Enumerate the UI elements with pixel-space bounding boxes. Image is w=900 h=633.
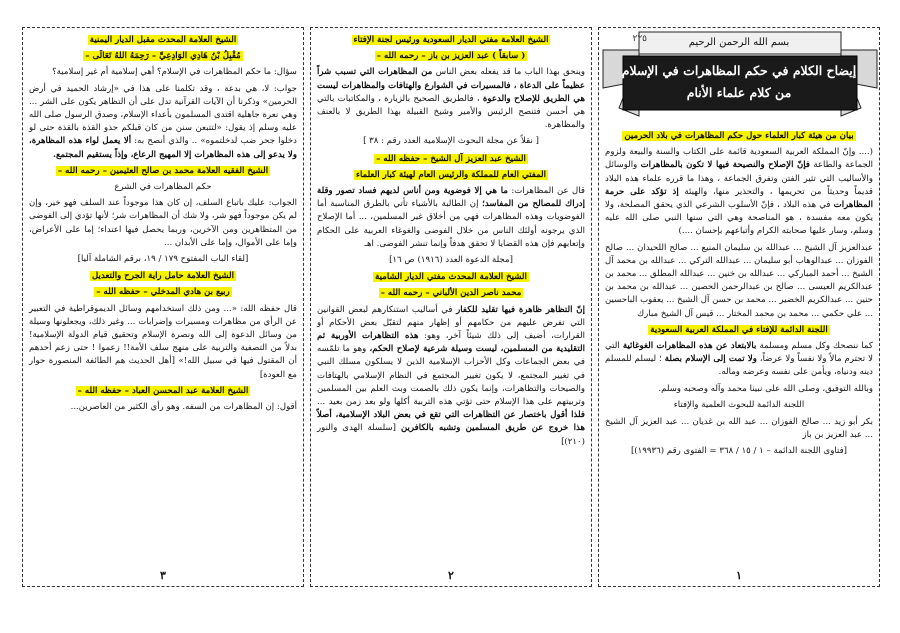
- document-title: إيضاح الكلام في حكم المظاهرات في الإسلام: [621, 63, 857, 78]
- page-number: ٢: [448, 568, 454, 582]
- committee-members: بكر أبو زيد ... صالح الفوزان ... عبد الله بن غديان ... عبد العزيز آل الشيخ ... عبد العزيز بن باز: [605, 417, 873, 441]
- paragraph: الجواب: عليك باتباع السلف، إن كان هذا موجوداً عند السلف فهو خير، وإن لم يكن موجوداً فهو شر، ولا شك أن المظاهرات شر؛ لأنها تؤدي إلى الفوضى من المتظاهرين ومن الآخرين، وربما يحصل فيها اعتداء؛ إما على الأعراض، وإما على الأموال، وإما على الأبدان ...: [29, 198, 297, 248]
- section-heading: الشيخ العلامة المحدث مقبل الديار اليمنية: [89, 35, 237, 45]
- paragraph: قال حفظه الله: «... ومن ذلك استخدامهم وسائل الديموقراطية في التعبير عن الرأي من مظاهرات ومسيرات وإضرابات ... وغير ذلك، ويجعلونها وسيلة من وسائل الدعوة إلى الله ونصرة الإسلام وتحقيق قيام الدولة الإسلامية! بدلاً من التصفية والتربية على منهج سلف الأمة!! زعموا ! حتى زعم أحدهم أن المقتول فيها في سبيل الله!» [أهل الحديث هم الطائفة المنصورة حوار مع العودة]: [29, 303, 297, 380]
- section-heading: الشيخ العلامة المحدث مفتي الديار الشامية: [375, 272, 527, 283]
- paragraph: وينحق بهذا الباب ما قد يفعله بعض الناس من المظاهرات التي تسبب شراً عظيماً على الدعاة ، فالمسيرات في الشوارع والهتافات والمظاهرات ليست هي الطريق للإصلاح والدعوة ، فالطريق الصحيح بالزيارة ، والمكاتبات بالتي هي أحسن فتنصح الرئيس والأمير وشيخ القبيلة بهذا الطريق لا بالعنف والمظاهرة.: [317, 67, 586, 131]
- source-citation: [لقاء الباب المفتوح ١٧٩ / ١٩، برقم الشاملة آليا]: [77, 254, 249, 265]
- title-banner: [599, 28, 879, 126]
- section-heading: الشيخ عبد العزيز آل الشيخ – حفظه الله –: [376, 153, 526, 164]
- basmala: بسم الله الرحمن الرحيم: [688, 37, 790, 48]
- scholar-title: المفتي العام للمملكة والرئيس العام لهيئة كبار العلماء: [355, 169, 547, 180]
- page-number-stamp: ٢٢٥: [632, 34, 647, 44]
- committee-name: اللجنة الدائمة للبحوث العلمية والإفتاء: [673, 399, 805, 410]
- column-1: [598, 27, 880, 587]
- question: سؤال: ما حكم المظاهرات في الإسلام؟ أهي إسلامية أم غير إسلامية؟: [52, 67, 297, 78]
- section-heading: الشيخ العلامة عبد المحسن العباد – حفظه الله –: [77, 385, 249, 396]
- source-citation: [فتاوى اللجنة الدائمة – ١ / ١٥ / ٣٦٨ = الفتوى رقم (١٩٩٣٦)]: [630, 446, 848, 457]
- closing-line: وبالله التوفيق، وصلى الله على نبينا محمد وآله وصحبه وسلم.: [658, 383, 873, 394]
- column-2: [310, 27, 592, 587]
- page-number: ١: [736, 568, 742, 582]
- paragraph: أقول: إن المظاهرات من السفه. وهو رأي الكثير من العاصرين...: [70, 402, 297, 413]
- section-subheading: حكم المظاهرات في الشرع: [114, 182, 212, 193]
- scholar-name: ( سابقاً ) عبد العزيز بن باز – رحمه الله –: [376, 51, 526, 62]
- paragraph: إنّ التظاهر ظاهرة فيها تقليد للكفار في أساليب استنكارهم لبعض القوانين التي تفرض عليهم من حكامهم أو إظهار منهم لتقبّل بعض الأحكام أو القرارات، أضيف إلى ذلك شيئاً آخر، وهو: هذه التظاهرات الأوربية ثم التقليدية من المسلمين، ليست وسيلة شرعية لإصلاح الحكم، وهو ما تلمّسه في بعض الجماعات وكل الأحزاب الإسلامية الذين لا يسلكون مسلك النبي في تغيير المجتمع، لا يكون تغيير المجتمع في النظام الإسلامي بالهتافات والصيحات والتظاهرات، وإنما يكون ذلك بالصمت وبث العلم بين المسلمين وتربيتهم على هذا الإسلام حتى تؤتي هذه التربية أكلها ولو بعد زمن بعيد ... فلذا أقول باختصار عن التظاهرات التي تقع في بعض البلاد الإسلامية، أصلاً هذا خروج عن طريق المسلمين وتشبه بالكافرين [سلسلة الهدى والنور (٢١٠)]: [317, 304, 586, 447]
- paragraph: (.... وإنّ المملكة العربية السعودية قائمة على الكتاب والسنة والبيعة ولزوم الجماعة والطاعة فإنّ الإصلاح والنصيحة فيها لا تكون بالمظاهرات والوسائل والأساليب التي تثير الفتن وتفرق الجماعة ، وهذا ما قرره علماء هذه البلاد قديماً وحديثاً من تحريمها ، والتحذير منها، والهيئة إذ تؤكد على حرمة المظاهرات في هذه البلاد ، فإنّ الأسلوب الشرعي الذي يحقق المصلحة، ولا يكون معه مفسدة ، هو المناصحة وهي التي سنها النبي صلى الله عليه وسلم، وسار عليها صحابته الكرام وأتباعهم بإحسان ....): [605, 147, 874, 237]
- document-sheet: [22, 27, 880, 587]
- paragraph: كما ننصحك وكل مسلم ومسلمة بالابتعاد عن هذه المظاهرات الغوغائية التي لا تحترم مالاً ولا نفساً ولا عرضاً، ولا تمت إلى الإسلام بصلة ؛ ليسلم للمسلم دينه ودنياه، ويأمن على نفسه وعرضه وماله.: [605, 341, 873, 378]
- section-heading: بيان من هيئة كبار العلماء حول حكم المظاهرات في بلاد الحرمين: [624, 131, 854, 141]
- section-heading: الشيخ العلامة حامل راية الجرح والتعديل: [92, 271, 234, 282]
- scholar-name: مُقْبِلُ بْنُ هَادِي الوَادِعِيِّ – رَحِمَهُ اللهُ تَعَالَى –: [85, 51, 241, 62]
- signers-list: عبدالعزيز آل الشيخ ... عبدالله بن سليمان المنيع ... صالح اللحيدان ... صالح الفوزان ... عبدالوهاب أبو سليمان ... عبدالله التركي ... عبدالله بن محمد آل الشيخ ... أحمد المباركي ... عبدالله بن خنين ... عبدالله المطلق ... محمد بن عبدالكريم العيسى ... صالح بن عبدالرحمن الحصين ... عبدالله بن محمد بن حنين ... عبدالكريم الخضير ... محمد بن حسن آل الشيخ ... يعقوب الباحسين ... علي حكمي ... محمد بن محمد المختار ... قيس آل الشيخ مبارك: [605, 242, 873, 319]
- page-number: ٣: [160, 568, 166, 582]
- paragraph: جواب: لا، هي بدعة ، وقد تكلمنا على هذا في «إرشاد الحميد في أرض الحرمين» وذكرنا أن الآيات القرآنية تدل على أن التظاهر يكون على الشر ... وهي نعرة جاهلية اقتدى المسلمون بأعداء الإسلام، وصدق الرسول صلى الله عليه وسلم إذ يقول: «لتتبعن سنن من كان قبلكم حذو القذة بالقذة حتى لو دخلوا جحر ضب لدخلتموه» .. والذي أنصح به: ألا يعمل لواء هذه المظاهرة، ولا يدعو إلى هذه المظاهرات إلا المهيج الرعاع، وإذاً يستقيم المجتمع.: [29, 83, 297, 160]
- section-heading: الشيخ العلامة مفتي الديار السعودية ورئيس لجنة الإفتاء: [353, 35, 549, 45]
- section-heading: الشيخ الفقيه العلامة محمد بن صالح العثيمين – رحمه الله –: [57, 165, 269, 176]
- scholar-name: ربيع بن هادي المدخلي – حفظه الله –: [96, 287, 230, 298]
- source-citation: [مجلة الدعوة العدد (١٩١٦) ص ١٦]: [389, 255, 513, 266]
- column-3: [22, 27, 304, 587]
- paragraph: قال عن المظاهرات: ما هي إلا فوضوية ومن أناس لديهم فساد تصور وقلة إدراك للمصالح من المفاسد؛ إن الطالبة بالأشياء تأتي بالطرق المناسبة أما الفوضويات وهذه المظاهرات فهي من أخلاق غير المسلمين، ... أما الإصلاح الذي يرجونه أولئك الناس من خلال الفوضى والغوغاء العربية على الحكام وإتعابهم فإن هذه القضايا لا تحقق هدفاً وإنما تنشر الفوضى. اهـ: [317, 186, 585, 249]
- document-subtitle: من كلام علماء الأنام: [686, 85, 792, 100]
- scholar-name: محمد ناصر الدين الألباني – رحمه الله –: [380, 288, 522, 299]
- source-citation: [ نقلاً عن مجلة البحوث الإسلامية العدد رقم : ٣٨ ]: [363, 136, 539, 147]
- section-heading: اللجنة الدائمة للإفتاء في المملكة العربية السعودية: [650, 324, 828, 335]
